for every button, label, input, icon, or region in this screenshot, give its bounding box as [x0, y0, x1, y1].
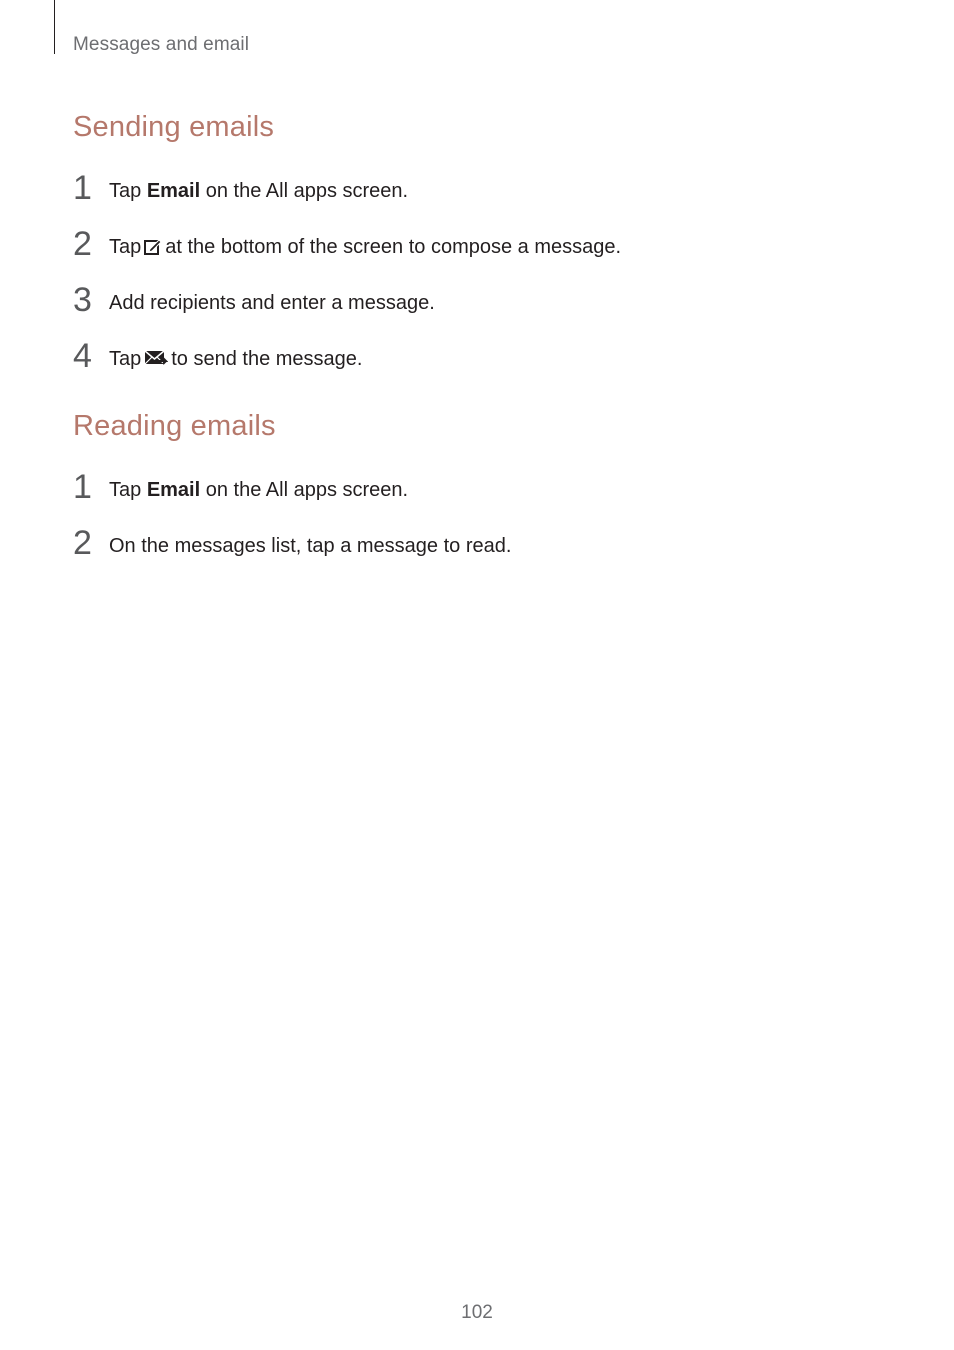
step-text: On the messages list, tap a message to read.: [109, 535, 512, 557]
section-sending-emails: [73, 111, 622, 395]
step-item: [73, 225, 622, 283]
step-number: 3: [73, 281, 92, 319]
step-text: Add recipients and enter a message.: [109, 292, 435, 314]
app-name: Email: [146, 479, 201, 501]
step-text: Tap to send the message.: [109, 347, 362, 373]
margin-rule: [54, 0, 55, 54]
step-item: [73, 468, 409, 526]
step-number: 1: [73, 169, 92, 207]
section-reading-emails: [73, 410, 512, 582]
step-number: 1: [73, 468, 92, 506]
page-number: 102: [461, 1302, 493, 1323]
app-name: Email: [146, 180, 201, 202]
step-list: [73, 169, 622, 395]
step-list: [73, 468, 512, 582]
step-number: 4: [73, 337, 92, 375]
step-item: [73, 169, 409, 227]
step-number: 2: [73, 225, 92, 263]
section-title: Sending emails: [73, 111, 275, 143]
step-item: [73, 281, 435, 339]
step-number: 2: [73, 524, 92, 562]
step-text: Tap Email on the All apps screen.: [109, 180, 409, 202]
running-header: Messages and email: [73, 34, 250, 55]
step-item: [73, 524, 512, 582]
section-title: Reading emails: [73, 410, 276, 442]
step-item: [73, 337, 363, 395]
send-email-icon: [144, 349, 168, 373]
compose-icon: [144, 237, 162, 261]
step-text: Tap at the bottom of the screen to compose a message.: [109, 235, 621, 261]
step-text: Tap Email on the All apps screen.: [109, 479, 409, 501]
